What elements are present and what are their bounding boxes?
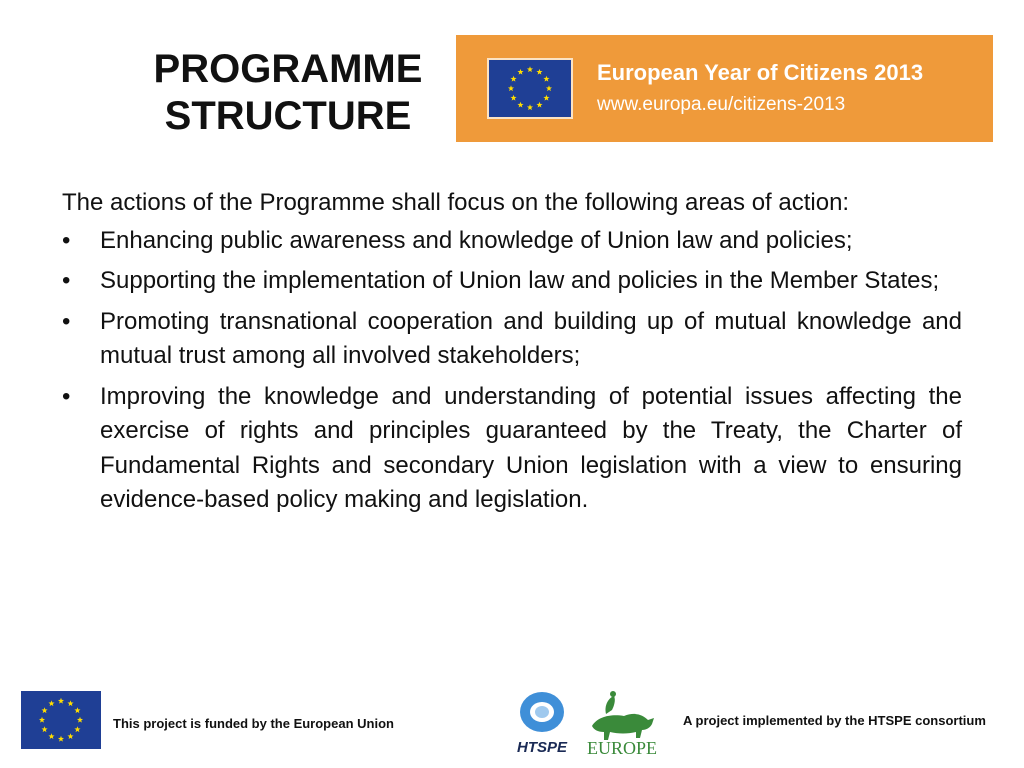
eu-star-icon (39, 717, 45, 723)
eu-star-icon (511, 95, 517, 101)
eu-star-icon (42, 707, 48, 713)
eu-star-icon (536, 102, 542, 108)
list-item-text: Promoting transnational cooperation and building up of mutual knowledge and mutual trust among all involved stakeholders; (100, 307, 962, 369)
europe-bull-logo (584, 688, 660, 763)
eu-star-icon (67, 700, 73, 706)
implementation-note: A project implemented by the HTSPE consortium (683, 713, 986, 728)
list-item (62, 264, 962, 299)
eu-star-icon (77, 717, 83, 723)
eu-star-icon (543, 95, 549, 101)
bullet-icon: • (62, 267, 71, 294)
eu-star-icon (67, 733, 73, 739)
funding-note: This project is funded by the European Union (113, 716, 394, 731)
eu-star-icon (48, 700, 54, 706)
list-item (62, 224, 962, 259)
eu-star-icon (508, 85, 514, 91)
list-item-text: Enhancing public awareness and knowledge of Union law and policies; (100, 226, 853, 254)
europe-logo-text: EUROPE (586, 738, 658, 758)
bullet-icon: • (62, 382, 71, 410)
list-item (62, 380, 962, 518)
eu-flag-icon (487, 58, 573, 119)
list-item (62, 305, 962, 374)
eu-star-icon (74, 726, 80, 732)
eu-star-icon (511, 76, 517, 82)
banner-url: www.europa.eu/citizens-2013 (597, 94, 846, 115)
eu-star-icon (517, 69, 523, 75)
title-line-2: STRUCTURE (164, 94, 412, 138)
bullet-icon: • (62, 226, 71, 254)
intro-paragraph: The actions of the Programme shall focus on the following areas of action: (62, 189, 850, 216)
footer-eu-flag-icon (21, 691, 101, 749)
list-item-text: Improving the knowledge and understanding of potential issues affecting the exercise of rights and principles guaranteed by the Treaty, the Charter of Fundamental Rights and secondary Union legislation with a view to ensuring evidence-based policy making and legislation. (100, 382, 962, 513)
eu-star-icon (536, 69, 542, 75)
european-year-banner (456, 35, 993, 142)
eu-star-icon (58, 736, 64, 742)
eu-star-icon (42, 726, 48, 732)
slide-body (62, 186, 962, 524)
htspe-logo (508, 688, 576, 763)
eu-star-icon (517, 102, 523, 108)
eu-star-icon (527, 104, 533, 110)
eu-star-icon (546, 85, 552, 91)
eu-star-icon (543, 76, 549, 82)
eu-star-icon (58, 698, 64, 704)
banner-title: European Year of Citizens 2013 (597, 60, 924, 85)
htspe-logo-text: HTSPE (516, 739, 568, 756)
eu-star-icon (74, 707, 80, 713)
list-item-text: Supporting the implementation of Union law and policies in the Member States; (100, 267, 940, 294)
title-line-1: PROGRAMME (153, 47, 423, 91)
action-list (62, 224, 962, 518)
bullet-icon: • (62, 307, 71, 335)
eu-star-icon (48, 733, 54, 739)
eu-star-icon (527, 66, 533, 72)
slide-title (118, 46, 458, 140)
